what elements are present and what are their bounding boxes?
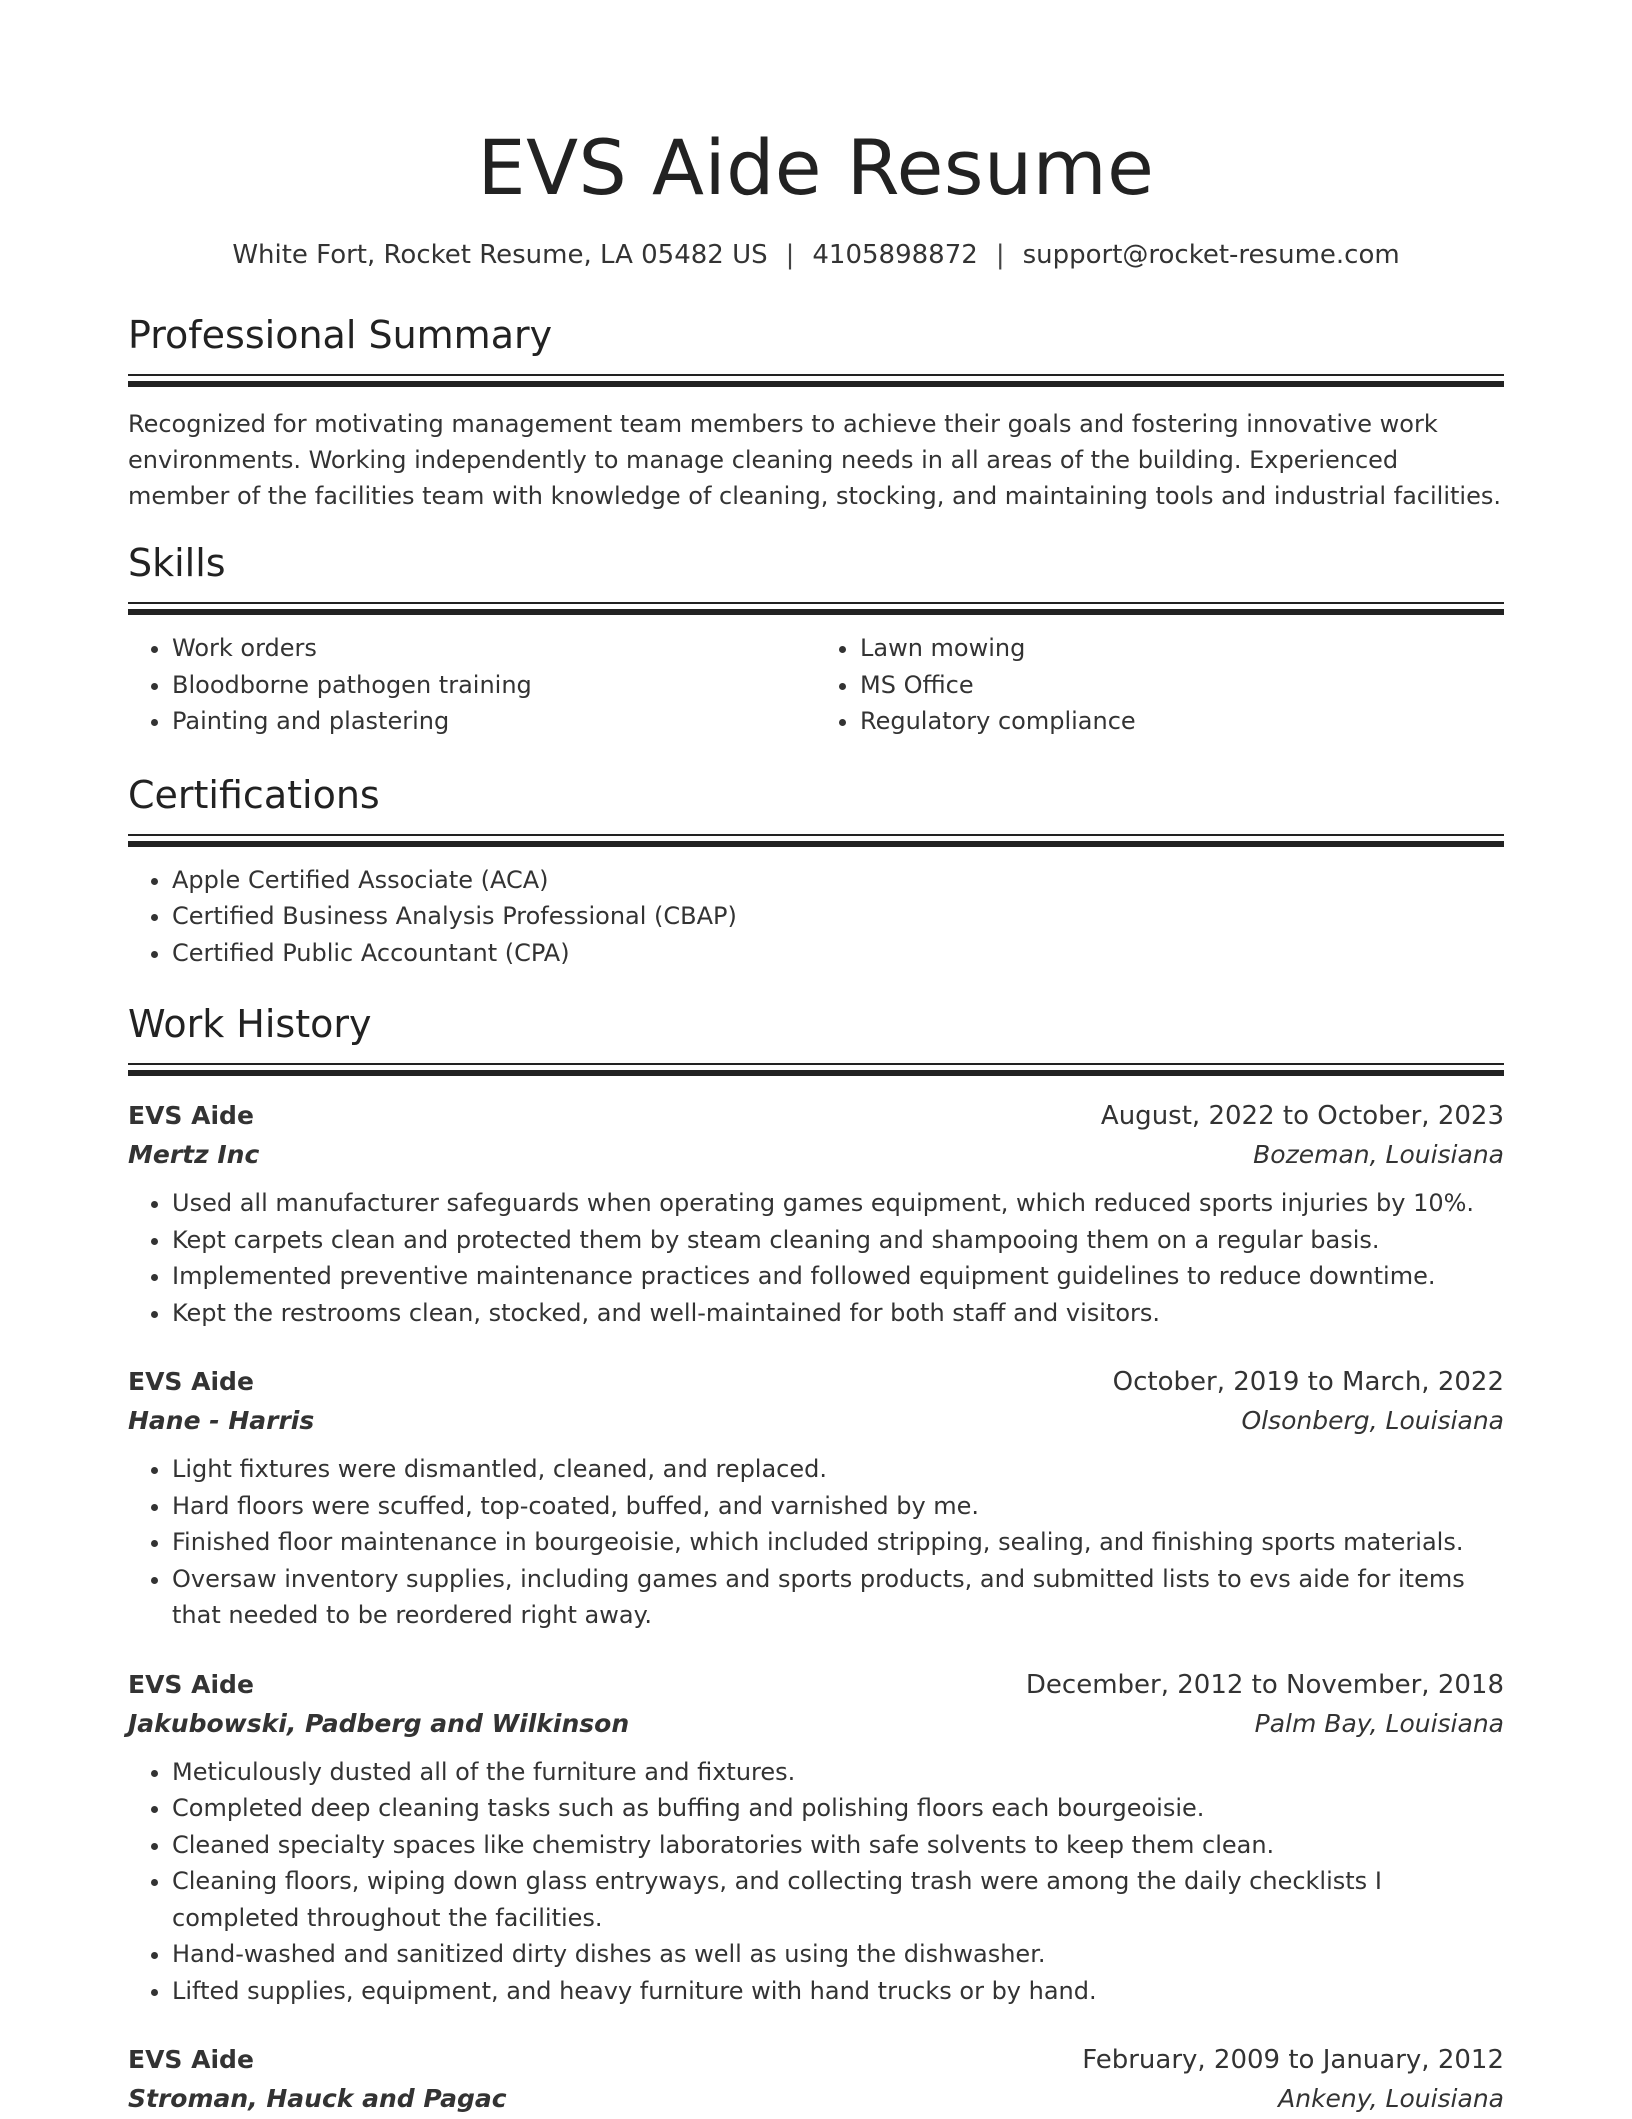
job-dates: December, 2012 to November, 2018 (1025, 1669, 1504, 1700)
job-bullet: • Cleaning floors, wiping down glass entryways, and collecting trash were among the daily checklists I completed throughout the facilities. (172, 1863, 1504, 1936)
job-bullet: • Kept carpets clean and protected them by steam cleaning and shampooing them on a regular basis. (172, 1222, 1504, 1259)
skill-item: • Regulatory compliance (860, 703, 1504, 740)
job-header-row (128, 1666, 1504, 1704)
job-entry (128, 1666, 1504, 2010)
job-company: Jakubowski, Padberg and Wilkinson (128, 1708, 630, 1738)
section-divider (128, 834, 1504, 848)
job-bullet: • Implemented preventive maintenance practices and followed equipment guidelines to reduce downtime. (172, 1258, 1504, 1295)
job-entry (128, 1363, 1504, 1634)
job-bullet: • Cleaned specialty spaces like chemistry laboratories with safe solvents to keep them clean. (172, 1827, 1504, 1864)
job-title: EVS Aide (128, 1101, 254, 1130)
job-location: Ankeny, Louisiana (1278, 2084, 1504, 2113)
job-company-row (128, 1704, 1504, 1744)
certification-item: • Certified Public Accountant (CPA) (172, 935, 1504, 972)
job-bullet: • Finished floor maintenance in bourgeoisie, which included stripping, sealing, and finishing sports materials. (172, 1524, 1504, 1561)
contact-separator: | (785, 240, 795, 270)
job-company-row (128, 2079, 1504, 2119)
summary-text: Recognized for motivating management team members to achieve their goals and fostering innovative work environments. Working independently to manage cleaning needs in all areas of the building. Experienced member of the facilities team with knowledge of cleaning, stocking, and maintaining tools and industrial facilities. (128, 410, 1501, 510)
job-header-row (128, 1097, 1504, 1135)
job-company: Hane - Harris (128, 1406, 315, 1435)
skill-item: • Painting and plastering (172, 703, 816, 740)
certifications-list (128, 862, 1504, 972)
job-company-row (128, 1135, 1504, 1175)
job-dates: October, 2019 to March, 2022 (1112, 1367, 1504, 1397)
job-bullets (128, 1451, 1504, 1634)
job-location: Palm Bay, Louisiana (1254, 1708, 1504, 1738)
skill-item: • Bloodborne pathogen training (172, 667, 816, 704)
job-entry (128, 2041, 1504, 2119)
job-bullet: • Meticulously dusted all of the furniture and fixtures. (172, 1754, 1504, 1791)
resume-name: EVS Aide Resume (477, 123, 1155, 212)
skills-grid (128, 630, 1504, 740)
job-bullet: • Hard floors were scuffed, top-coated, buffed, and varnished by me. (172, 1488, 1504, 1525)
section-title-work-history: Work History (128, 1002, 372, 1046)
job-company: Stroman, Hauck and Pagac (128, 2084, 507, 2113)
job-bullet: • Hand-washed and sanitized dirty dishes as well as using the dishwasher. (172, 1936, 1504, 1973)
job-location: Olsonberg, Louisiana (1241, 1406, 1504, 1435)
contact-line (128, 238, 1504, 272)
certification-item: • Apple Certified Associate (ACA) (172, 862, 1504, 899)
job-bullets (128, 1185, 1504, 1331)
skill-item: • MS Office (860, 667, 1504, 704)
job-bullet: • Light fixtures were dismantled, cleaned, and replaced. (172, 1451, 1504, 1488)
contact-phone: 4105898872 (812, 240, 978, 270)
skills-list-right (816, 630, 1504, 740)
job-entry (128, 1097, 1504, 1331)
job-title: EVS Aide (128, 2045, 254, 2074)
skill-item: • Work orders (172, 630, 816, 667)
job-title: EVS Aide (128, 1669, 254, 1699)
certification-item: • Certified Business Analysis Professional (CBAP) (172, 898, 1504, 935)
job-location: Bozeman, Louisiana (1253, 1140, 1504, 1169)
job-title: EVS Aide (128, 1367, 254, 1396)
section-title-summary: Professional Summary (128, 313, 553, 357)
skill-item: • Lawn mowing (860, 630, 1504, 667)
section-work-history (128, 999, 1504, 2119)
section-title-certifications: Certifications (128, 772, 380, 817)
job-dates: August, 2022 to October, 2023 (1100, 1101, 1504, 1131)
section-divider (128, 374, 1504, 388)
section-title-skills: Skills (128, 541, 226, 585)
section-skills (128, 538, 1504, 740)
job-bullets (128, 1754, 1504, 2010)
section-divider (128, 602, 1504, 616)
contact-address: White Fort, Rocket Resume, LA 05482 US (232, 240, 768, 270)
section-divider (128, 1063, 1504, 1077)
section-professional-summary (128, 310, 1504, 514)
job-bullet: • Oversaw inventory supplies, including games and sports products, and submitted lists to evs aide for items that needed to be reordered right away. (172, 1561, 1504, 1634)
job-header-row (128, 2041, 1504, 2079)
job-bullet: • Used all manufacturer safeguards when operating games equipment, which reduced sports injuries by 10%. (172, 1185, 1504, 1222)
skills-list-left (128, 630, 816, 740)
job-dates: February, 2009 to January, 2012 (1082, 2045, 1504, 2075)
job-header-row (128, 1363, 1504, 1401)
section-certifications (128, 770, 1504, 972)
job-bullet: • Kept the restrooms clean, stocked, and well-maintained for both staff and visitors. (172, 1295, 1504, 1332)
contact-separator: | (995, 240, 1005, 270)
contact-email: support@rocket-resume.com (1022, 240, 1400, 270)
job-bullet: • Completed deep cleaning tasks such as buffing and polishing floors each bourgeoisie. (172, 1790, 1504, 1827)
job-bullet: • Lifted supplies, equipment, and heavy furniture with hand trucks or by hand. (172, 1973, 1504, 2010)
job-company-row (128, 1401, 1504, 1441)
job-company: Mertz Inc (128, 1140, 260, 1169)
